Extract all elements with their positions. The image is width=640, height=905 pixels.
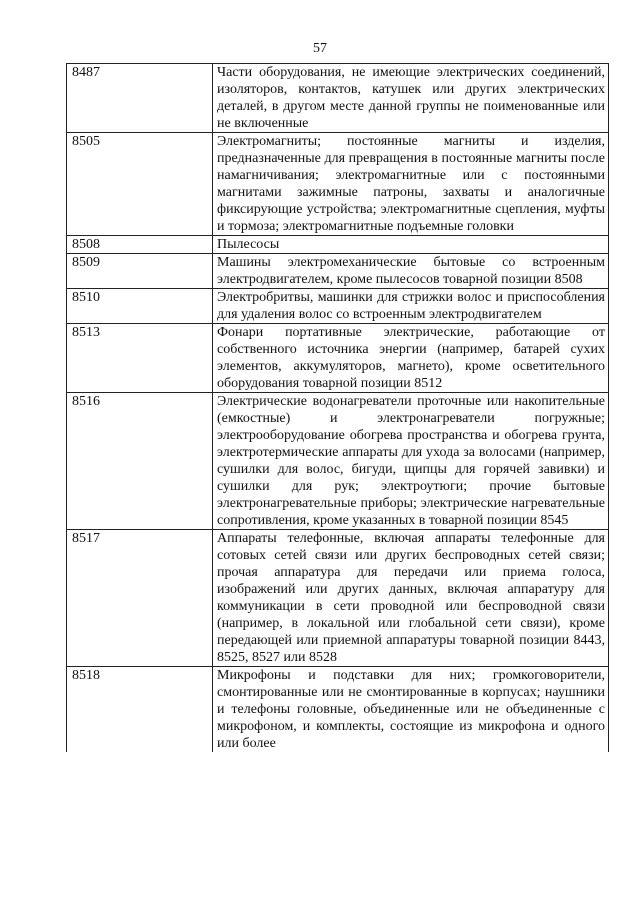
table-row — [67, 254, 609, 289]
code-cell: 8518 — [67, 667, 213, 753]
description-cell: Электрические водонагреватели проточные или накопительные (емкостные) и электронагреватели погружные; электрооборудование обогрева пространства и обогрева грунта, электротермические аппараты для ухода за волосами (например, сушилки для волос, бигуди, щипцы для горячей завивки) и сушилки для рук; электроутюги; прочие бытовые электронагревательные приборы; электрические нагревательные сопротивления, кроме указанных в товарной позиции 8545 — [213, 393, 609, 530]
code-cell: 8487 — [67, 64, 213, 133]
code-cell: 8505 — [67, 133, 213, 236]
code-cell: 8516 — [67, 393, 213, 530]
code-cell: 8513 — [67, 324, 213, 393]
page-number: 57 — [313, 41, 327, 56]
description-cell: Фонари портативные электрические, работающие от собственного источника энергии (например, батарей сухих элементов, аккумуляторов, магнето), кроме осветительного оборудования товарной позиции 8512 — [213, 324, 609, 393]
description-cell: Аппараты телефонные, включая аппараты телефонные для сотовых сетей связи или других беспроводных сетей связи; прочая аппаратура для передачи или приема голоса, изображений или других данных, включая аппаратуру для коммуникации в сети проводной или беспроводной связи (например, в локальной или глобальной сети связи), кроме передающей или приемной аппаратуры товарной позиции 8443, 8525, 8527 или 8528 — [213, 530, 609, 667]
description-cell: Пылесосы — [213, 236, 609, 254]
code-cell: 8509 — [67, 254, 213, 289]
table-row — [67, 393, 609, 530]
description-cell: Электробритвы, машинки для стрижки волос и приспособления для удаления волос со встроенным электродвигателем — [213, 289, 609, 324]
table-row — [67, 64, 609, 133]
table-row — [67, 289, 609, 324]
code-cell: 8510 — [67, 289, 213, 324]
description-cell: Машины электромеханические бытовые со встроенным электродвигателем, кроме пылесосов товарной позиции 8508 — [213, 254, 609, 289]
code-cell: 8508 — [67, 236, 213, 254]
table-row — [67, 530, 609, 667]
tariff-codes-table — [66, 63, 609, 752]
table-row — [67, 667, 609, 753]
table-row — [67, 236, 609, 254]
description-cell: Микрофоны и подставки для них; громкоговорители, смонтированные или не смонтированные в корпусах; наушники и телефоны головные, объединенные или не объединенные с микрофоном, и комплекты, состоящие из микрофона и одного или более — [213, 667, 609, 753]
code-cell: 8517 — [67, 530, 213, 667]
table-row — [67, 133, 609, 236]
description-cell: Части оборудования, не имеющие электрических соединений, изоляторов, контактов, катушек или других электрических деталей, в другом месте данной группы не поименованные или не включенные — [213, 64, 609, 133]
table-row — [67, 324, 609, 393]
description-cell: Электромагниты; постоянные магниты и изделия, предназначенные для превращения в постоянные магниты после намагничивания; электромагнитные или с постоянными магнитами зажимные патроны, захваты и аналогичные фиксирующие устройства; электромагнитные сцепления, муфты и тормоза; электромагнитные подъемные головки — [213, 133, 609, 236]
